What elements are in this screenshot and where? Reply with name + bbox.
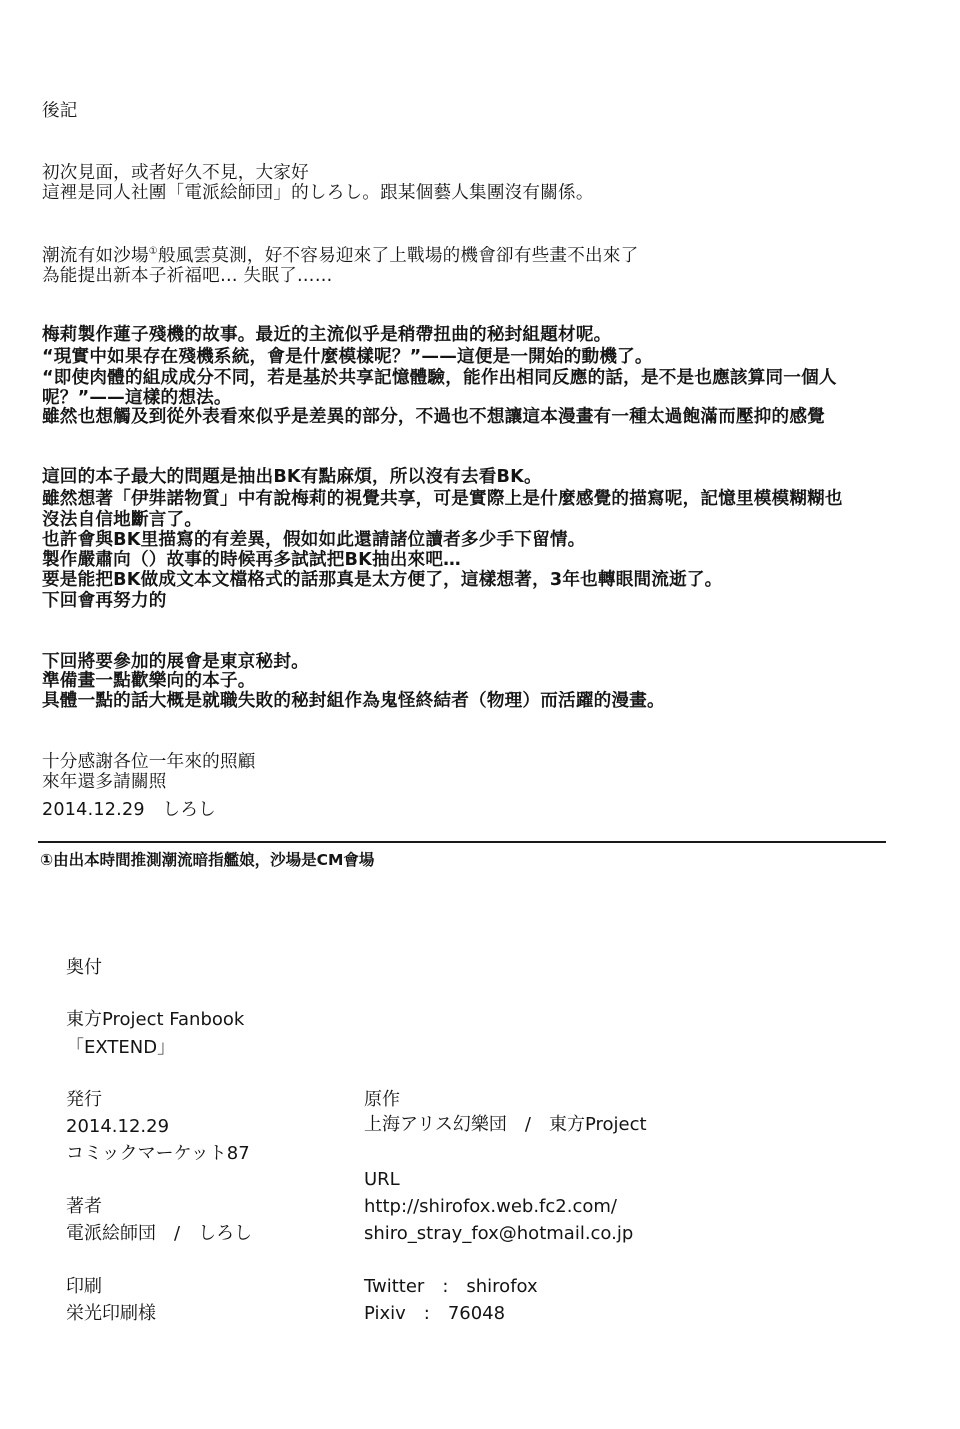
paragraph-line: 要是能把BK做成文本文檔格式的話那真是太方便了，這樣想著，3年也轉眼間流逝了。 [42, 570, 723, 590]
text-span: 潮流有如沙場 [42, 246, 149, 266]
footnote-marker: ① [148, 246, 158, 258]
paragraph-line: 沒法自信地斷言了。 [42, 510, 203, 530]
paragraph-line: 製作嚴肅向（）故事的時候再多試試把BK抽出來吧… [42, 550, 461, 570]
thanks-line: 十分感謝各位一年來的照顧 [42, 752, 256, 772]
paragraph-line: 下回將要參加的展會是東京秘封。 [42, 652, 309, 672]
book-subtitle: 「EXTEND」 [66, 1037, 176, 1058]
paragraph-line: 呢？”——這樣的想法。 [42, 388, 232, 408]
original-value: 上海アリス幻樂団 / 東方Project [364, 1114, 647, 1135]
paragraph-line: 梅莉製作蓮子殘機的故事。最近的主流似乎是稍帶扭曲的秘封組題材呢。 [42, 325, 612, 345]
pixiv-id: Pixiv : 76048 [364, 1303, 506, 1324]
twitter-handle: Twitter : shirofox [364, 1276, 538, 1297]
author-label: 著者 [66, 1196, 102, 1217]
colophon-heading: 奥付 [66, 957, 102, 978]
paragraph-line: 具體一點的話大概是就職失敗的秘封組作為鬼怪終結者（物理）而活躍的漫畫。 [42, 691, 665, 711]
paragraph-line: 也許會與BK里描寫的有差異，假如如此還請諸位讀者多少手下留情。 [42, 530, 586, 550]
circle-intro-line: 這裡是同人社團「電派絵師団」的しろし。跟某個藝人集團沒有關係。 [42, 183, 594, 203]
paragraph-line: 雖然也想觸及到從外表看來似乎是差異的部分，不過也不想讓這本漫畫有一種太過飽滿而壓抑的感覺 [42, 407, 825, 427]
paragraph-line: 這回的本子最大的問題是抽出BK有點麻煩，所以沒有去看BK。 [42, 467, 542, 487]
url-label: URL [364, 1169, 400, 1190]
paragraph-line: 雖然想著「伊弉諾物質」中有說梅莉的視覺共享，可是實際上是什麼感覺的描寫呢，記憶里模模糊糊也 [42, 489, 843, 509]
footnote: ①由出本時間推測潮流暗指艦娘，沙場是CM會場 [40, 851, 375, 869]
paragraph-line: 準備畫一點歡樂向的本子。 [42, 671, 256, 691]
issue-date: 2014.12.29 [66, 1116, 170, 1137]
url-value: http://shirofox.web.fc2.com/ [364, 1196, 617, 1217]
thanks-line: 來年還多請關照 [42, 772, 167, 792]
print-label: 印刷 [66, 1276, 102, 1297]
author-value: 電派絵師団 / しろし [66, 1223, 253, 1244]
paragraph-line: “現實中如果存在殘機系統，會是什麼模樣呢？”——這便是一開始的動機了。 [42, 347, 653, 367]
afterword-title: 後記 [42, 101, 78, 121]
paragraph-line: 下回會再努力的 [42, 591, 167, 611]
issue-label: 発行 [66, 1089, 102, 1110]
greeting-line: 初次見面，或者好久不見，大家好 [42, 163, 309, 183]
text-span: 般風雲莫測，好不容易迎來了上戰場的機會卻有些畫不出來了 [157, 246, 639, 266]
print-value: 栄光印刷様 [66, 1303, 156, 1324]
paragraph-line [42, 245, 638, 267]
issue-event: コミックマーケット87 [66, 1143, 250, 1164]
footnote-divider [38, 841, 886, 843]
signature: 2014.12.29 しろし [42, 800, 216, 820]
original-label: 原作 [364, 1089, 400, 1110]
book-title: 東方Project Fanbook [66, 1009, 245, 1030]
paragraph-line: 為能提出新本子祈福吧… 失眠了…… [42, 266, 333, 286]
email-value: shiro_stray_fox@hotmail.co.jp [364, 1223, 634, 1244]
paragraph-line: “即使肉體的組成成分不同，若是基於共享記憶體驗，能作出相同反應的話，是不是也應該算同一個人 [42, 368, 837, 388]
